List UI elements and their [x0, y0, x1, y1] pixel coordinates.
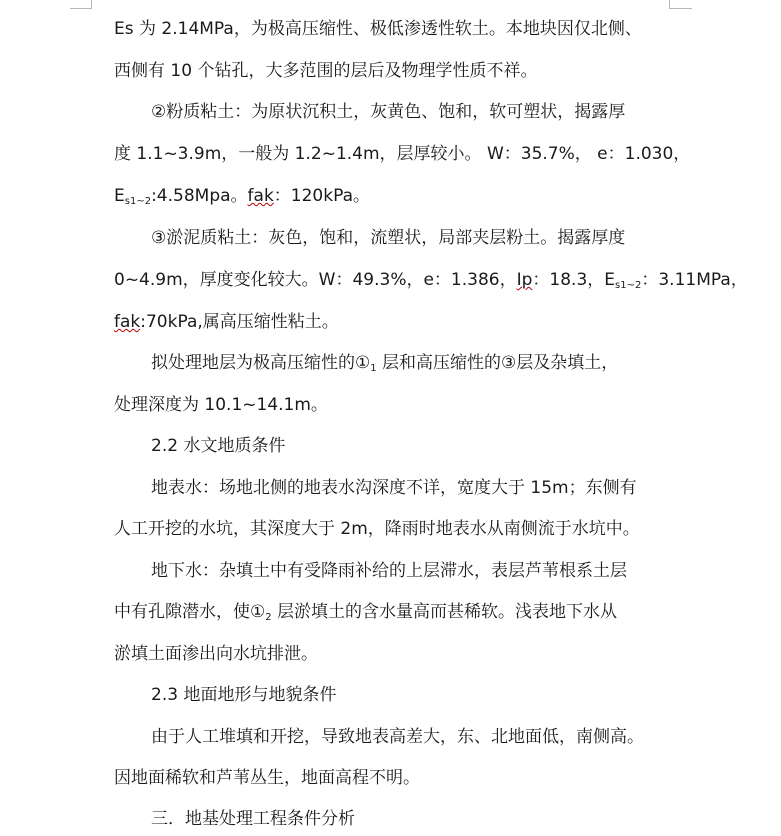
subscript: s1~2	[124, 196, 152, 207]
subscript: 2	[265, 612, 272, 623]
paragraph-line	[114, 269, 748, 297]
text-run: ③淤泥质粘土：灰色，饱和，流塑状，局部夹层粉土。揭露厚度	[151, 228, 626, 248]
text-run: 地下水：杂填土中有受降雨补给的上层滞水，表层芦苇根系土层	[151, 561, 627, 581]
text-run: 0~4.9m，厚度变化较大。W：49.3%，e：1.386，	[114, 270, 517, 290]
text-run: ②粉质粘土：为原状沉积土，灰黄色、饱和，软可塑状，揭露厚	[151, 102, 626, 122]
spellcheck-underlined-word: fak	[114, 312, 141, 332]
paragraph-line	[114, 643, 318, 665]
text-run: 淤填土面渗出向水坑排泄。	[114, 644, 318, 664]
paragraph-line	[151, 477, 637, 499]
text-run: 2.2 水文地质条件	[151, 436, 286, 456]
text-run: 因地面稀软和芦苇丛生，地面高程不明。	[114, 768, 420, 788]
page-corner-mark-left	[70, 8, 92, 9]
paragraph-line	[114, 601, 617, 629]
text-run: 层淤填土的含水量高而甚稀软。浅表地下水从	[271, 602, 618, 622]
text-run: 人工开挖的水坑，其深度大于 2m，降雨时地表水从南侧流于水坑中。	[114, 519, 640, 539]
paragraph-line	[151, 352, 618, 380]
text-run: 层和高压缩性的③层及杂填土，	[376, 353, 619, 373]
text-run: E	[114, 186, 125, 206]
paragraph-line	[151, 560, 627, 582]
section-heading	[151, 435, 285, 457]
paragraph-line	[114, 143, 690, 165]
page-corner-mark-left-v	[91, 0, 92, 9]
spellcheck-underlined-word: Ip	[516, 270, 533, 290]
spellcheck-underlined-word: fak	[247, 186, 274, 206]
text-run: 西侧有 10 个钻孔，大多范围的层后及物理学性质不祥。	[114, 61, 538, 81]
paragraph-line	[151, 726, 644, 748]
paragraph-line	[151, 101, 625, 123]
paragraph-line	[114, 18, 642, 40]
text-run: :70kPa,属高压缩性粘土。	[140, 312, 339, 332]
text-run: ：3.11MPa，	[641, 270, 748, 290]
text-run: 地表水：场地北侧的地表水沟深度不详，宽度大于 15m；东侧有	[151, 478, 637, 498]
text-run: 2.3 地面地形与地貌条件	[151, 685, 337, 705]
paragraph-line	[114, 311, 339, 333]
text-run: 中有孔隙潜水，使①	[114, 602, 266, 622]
paragraph-line	[114, 185, 370, 213]
text-run: 度 1.1~3.9m，一般为 1.2~1.4m，层厚较小。 W：35.7%， e：1.030，	[114, 144, 691, 164]
text-run: 拟处理地层为极高压缩性的①	[151, 353, 371, 373]
text-run: Es 为 2.14MPa，为极高压缩性、极低渗透性软土。本地块因仅北侧、	[114, 19, 642, 39]
text-run: ：18.3，E	[532, 270, 616, 290]
section-heading	[151, 684, 336, 706]
text-run: 处理深度为 10.1~14.1m。	[114, 395, 328, 415]
paragraph-line	[114, 767, 420, 789]
paragraph-line	[114, 394, 328, 416]
text-run: 由于人工堆填和开挖，导致地表高差大，东、北地面低，南侧高。	[151, 727, 644, 747]
text-run: ：120kPa。	[273, 186, 370, 206]
subscript: s1~2	[615, 280, 642, 291]
text-run: :4.58Mpa。	[151, 186, 248, 206]
chapter-heading	[151, 808, 355, 830]
paragraph-line	[151, 227, 625, 249]
paragraph-line	[114, 518, 640, 540]
text-run: 三．地基处理工程条件分析	[151, 809, 355, 829]
page-corner-mark-right-v	[669, 0, 692, 9]
paragraph-line	[114, 60, 537, 82]
subscript: 1	[370, 363, 377, 374]
